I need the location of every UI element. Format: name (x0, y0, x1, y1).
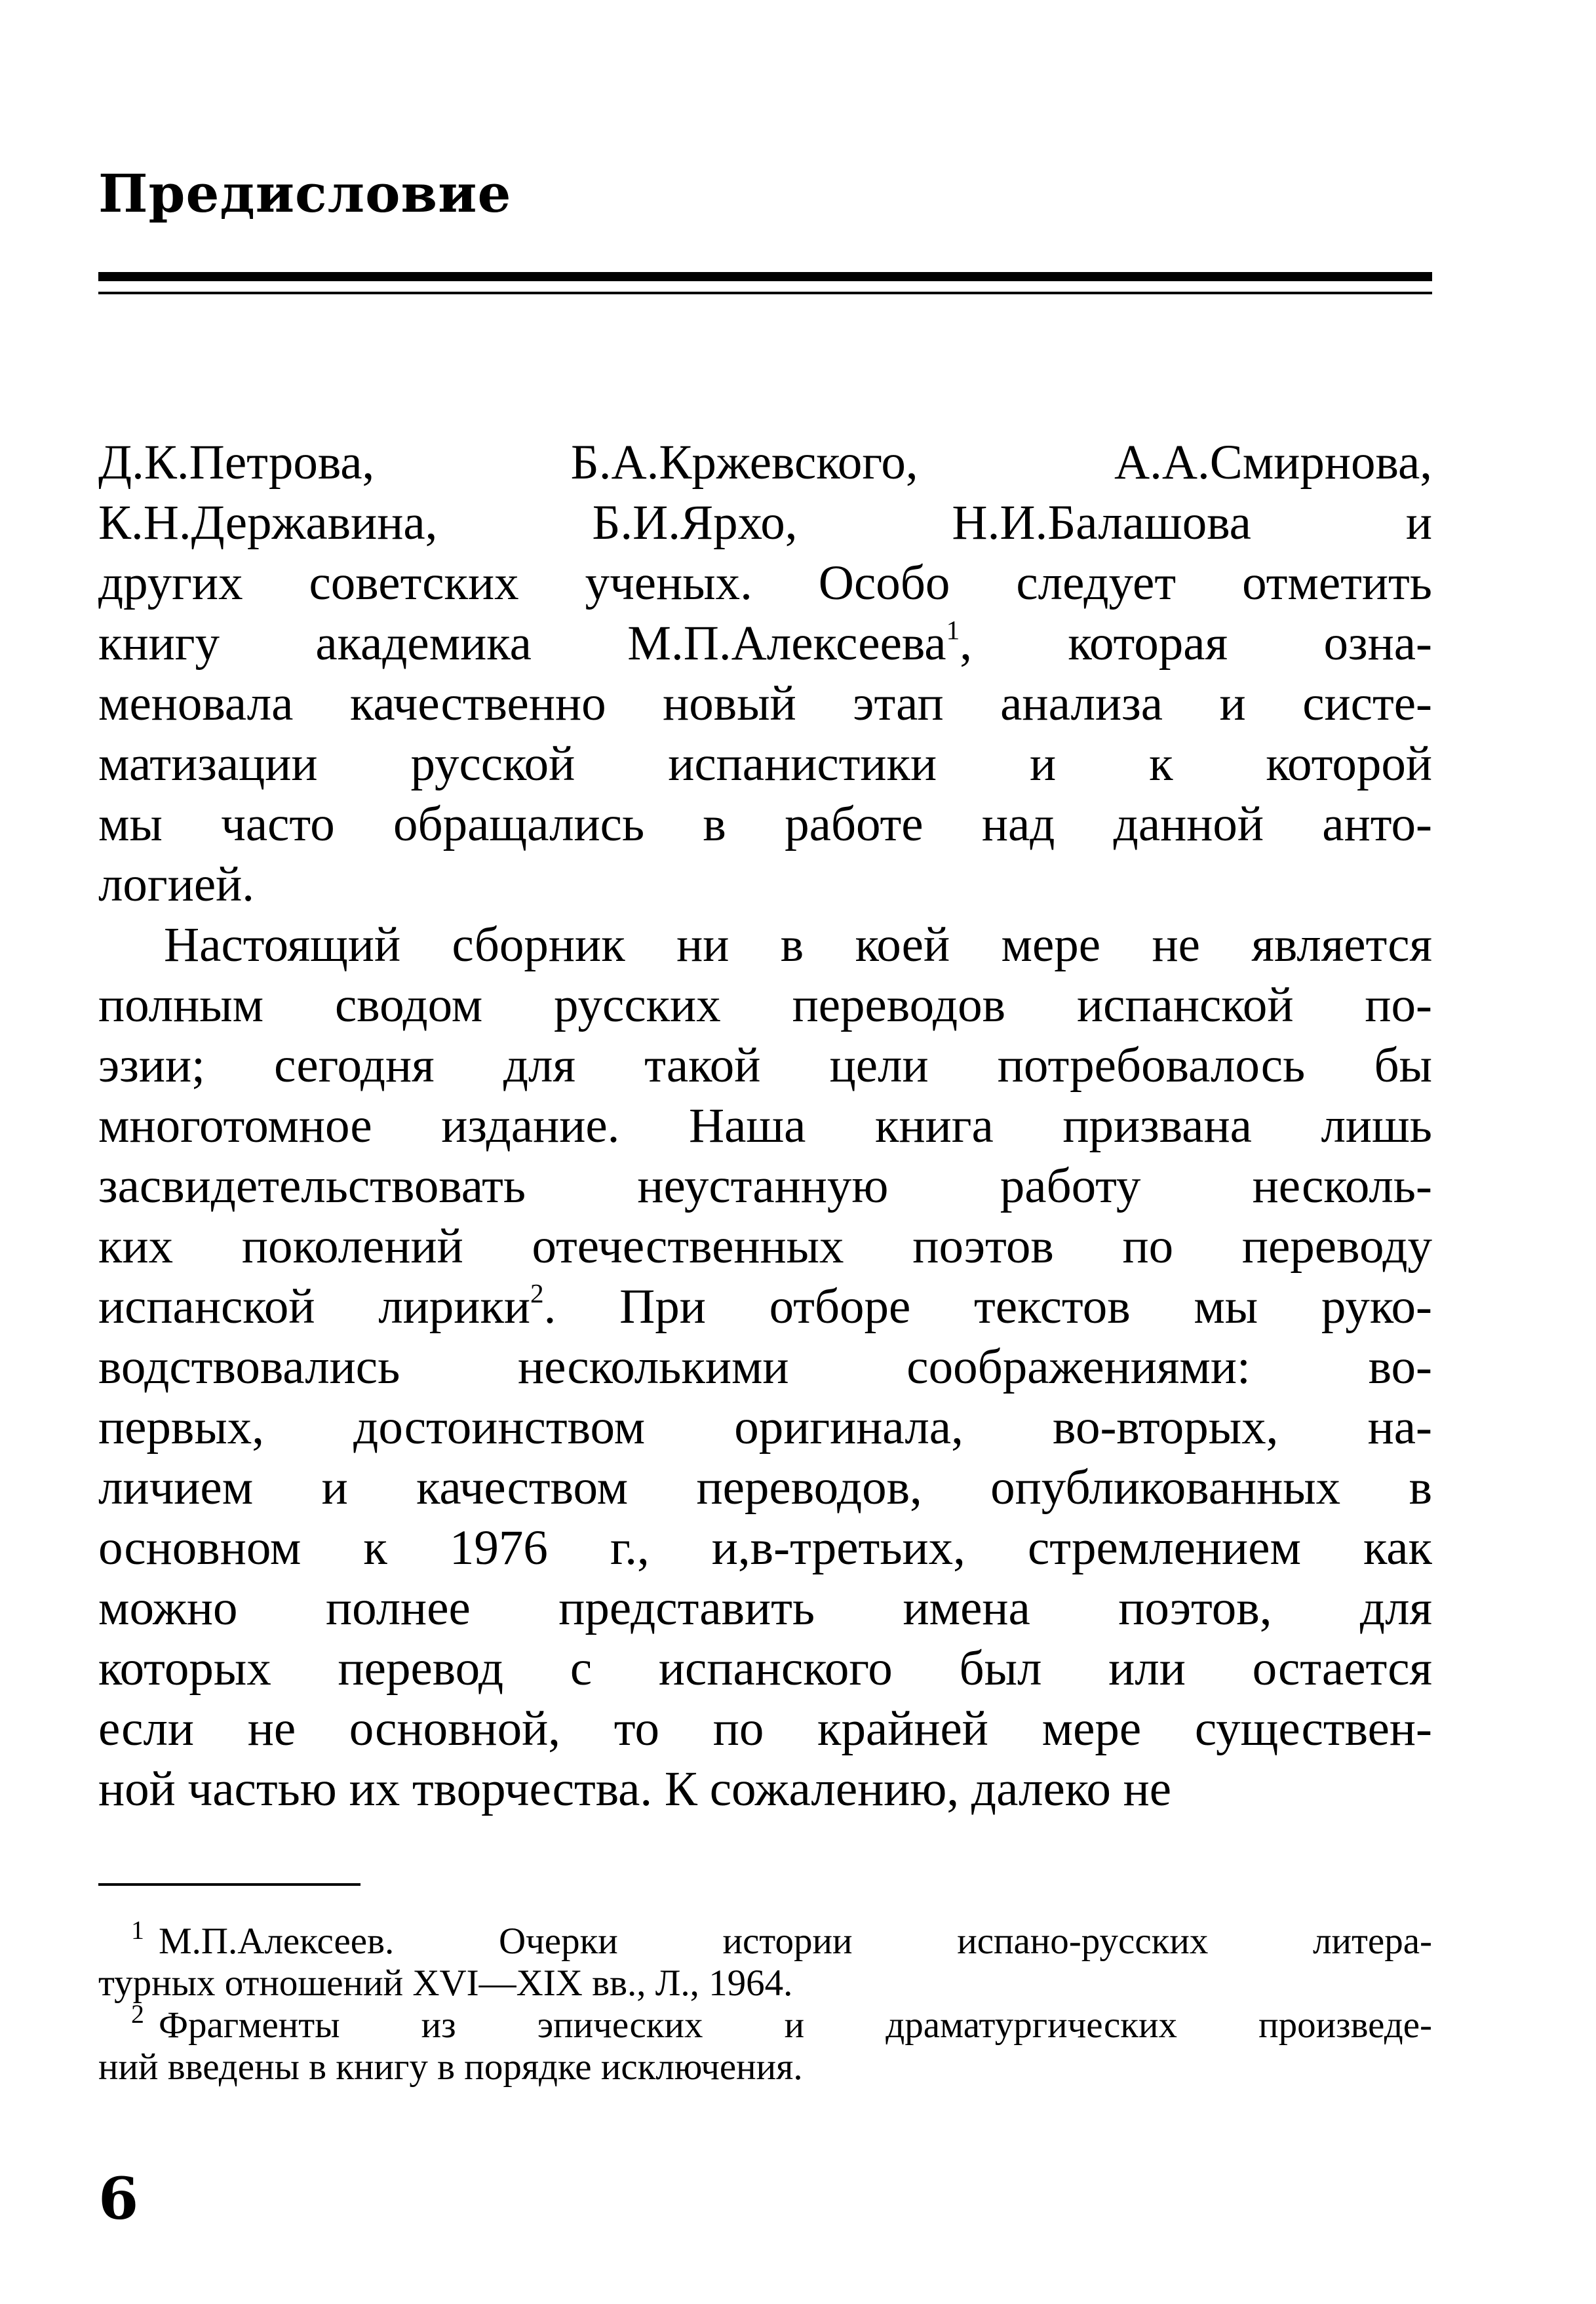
text-line: многотомное издание. Наша книга призвана лишь (98, 1099, 1432, 1153)
footnote-2 (98, 1999, 1432, 2046)
footnote-ref: 2 (530, 1278, 544, 1309)
footnote-text: Фрагменты из эпических и драматургических произведе- (158, 2004, 1432, 2046)
text-line: ной частью их творчества. К сожалению, далеко не (98, 1762, 1172, 1816)
text-line: водствовались несколькими соображениями: во- (98, 1340, 1432, 1394)
header-rule-thick (98, 272, 1432, 281)
text-line: первых, достоинством оригинала, во-вторых, на- (98, 1400, 1432, 1455)
text-line: логией. (98, 857, 255, 912)
text-line: Д.К.Петрова, Б.А.Кржевского, А.А.Смирнова, (98, 435, 1432, 490)
text-line: Настоящий сборник ни в коей мере не является (164, 918, 1432, 972)
text-line: эзии; сегодня для такой цели потребовалось бы (98, 1038, 1432, 1093)
footnote-rule (98, 1883, 360, 1886)
text-segment: , которая озна- (960, 616, 1432, 671)
text-line: личием и качеством переводов, опубликованных в (98, 1460, 1432, 1515)
footnote-ref: 1 (946, 615, 960, 646)
text-line: можно полнее представить имена поэтов, для (98, 1581, 1432, 1635)
text-line: основном к 1976 г., и,в-третьих, стремлением как (98, 1521, 1432, 1575)
footnote-text: ний введены в книгу в порядке исключения. (98, 2046, 803, 2088)
page-number: 6 (98, 2164, 139, 2233)
body-text (98, 433, 1432, 1820)
text-line: меновала качественно новый этап анализа и систе- (98, 676, 1432, 731)
text-line (98, 614, 1432, 674)
text-line: мы часто обращались в работе над данной анто- (98, 797, 1432, 851)
header-rule-thin (98, 292, 1432, 294)
text-line: других советских ученых. Особо следует отметить (98, 556, 1432, 610)
text-line: ких поколений отечественных поэтов по переводу (98, 1219, 1432, 1274)
text-line: которых перевод с испанского был или остается (98, 1641, 1432, 1696)
footnote-1 (98, 1915, 1432, 1962)
text-line: полным сводом русских переводов испанской по- (98, 978, 1432, 1032)
text-line: засвидетельствовать неустанную работу несколь- (98, 1159, 1432, 1213)
footnote-text: турных отношений XVI—XIX вв., Л., 1964. (98, 1962, 793, 2004)
footnote-text: М.П.Алексеев. Очерки истории испано-русских литера- (158, 1921, 1432, 1962)
footnotes (98, 1915, 1432, 2088)
footnote-number: 2 (131, 1999, 144, 2029)
text-line: если не основной, то по крайней мере существен- (98, 1702, 1432, 1756)
text-segment: испанской лирики (98, 1279, 531, 1334)
text-line: матизации русской испанистики и к которой (98, 737, 1432, 791)
page-title: Предисловие (98, 163, 512, 224)
text-segment: . При отборе текстов мы руко- (543, 1279, 1432, 1334)
text-line: К.Н.Державина, Б.И.Ярхо, Н.И.Балашова и (98, 496, 1432, 550)
footnote-number: 1 (131, 1915, 144, 1945)
text-segment: книгу академика М.П.Алексеева (98, 616, 946, 671)
text-line (98, 1277, 1432, 1337)
